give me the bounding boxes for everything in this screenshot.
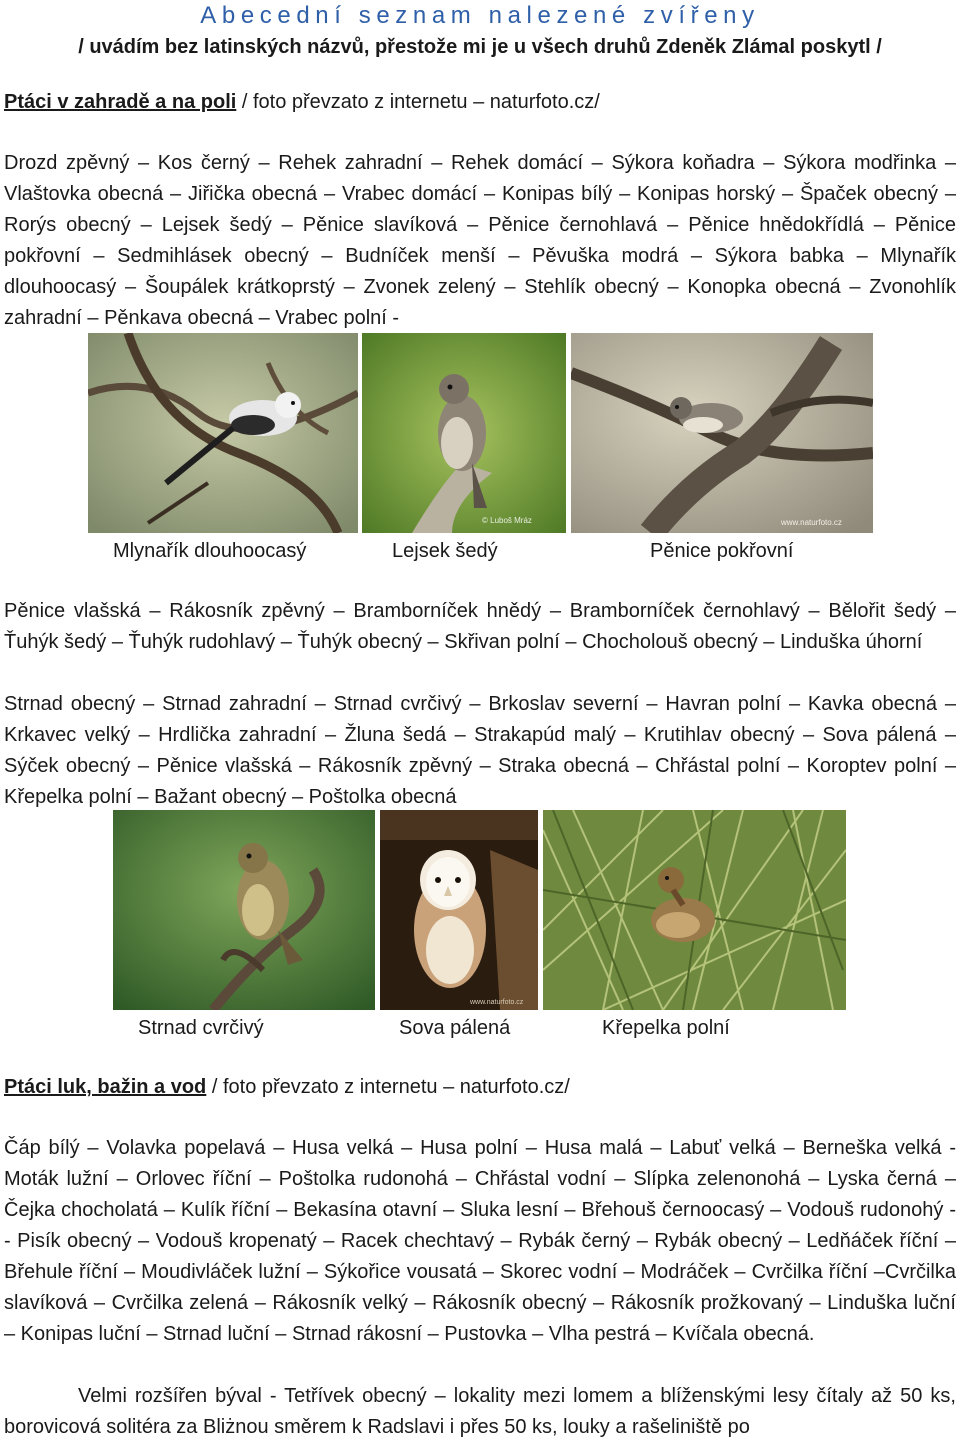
photo-watermark: www.naturfoto.cz	[781, 518, 842, 527]
caption-mlynarik: Mlynařík dlouhoocasý	[113, 540, 307, 562]
field-birds-list-2: Strnad obecný – Strnad zahradní – Strnad cvrčivý – Brkoslav severní – Havran polní – Kavka obecná – Krkavec velký – Hrdlička zahradní – Žluna šedá – Strakapúd malý – Krutihlav obecný – Sova pálená – Sýček obecný – Pěnice vlašská – Rákosník zpěvný – Straka obecná – Chřástal polní – Koroptev polní – Křepelka polní – Bažant obecný – Poštolka obecná	[4, 693, 956, 808]
section-heading-wetlands	[4, 1073, 570, 1101]
photo-watermark: © Luboš Mráz	[482, 516, 532, 525]
section-heading-wetlands-title: Ptáci luk, bažin a vod	[4, 1076, 207, 1098]
caption-penice: Pěnice pokřovní	[650, 540, 794, 562]
cirl-bunting-image	[113, 810, 375, 1010]
barn-owl-image	[380, 810, 538, 1010]
section-heading-garden	[4, 88, 600, 116]
photo-barn-owl	[380, 810, 538, 1010]
page-title: Abecední seznam nalezené zvířeny	[200, 2, 760, 29]
caption-lejsek: Lejsek šedý	[392, 540, 498, 562]
caption-krepelka: Křepelka polní	[602, 1017, 730, 1039]
section-heading-garden-source: / foto převzato z internetu – naturfoto.cz/	[236, 91, 600, 113]
black-grouse-paragraph: Velmi rozšířen býval - Tetřívek obecný – lokality mezi lomem a blíženskými lesy čítaly až 50 ks, borovicová solitéra za Bliżnou směrem k Radslavi i přes 50 ks, louky a rašeliniště po	[4, 1385, 956, 1438]
section-heading-wetlands-source: / foto převzato z internetu – naturfoto.cz/	[206, 1076, 570, 1098]
photo-long-tailed-tit	[88, 333, 358, 533]
section-heading-garden-title: Ptáci v zahradě a na poli	[4, 91, 237, 113]
long-tailed-tit-image	[88, 333, 358, 533]
wetland-birds-list: Čáp bílý – Volavka popelavá – Husa velká – Husa polní – Husa malá – Labuť velká – Berneška velká - Moták lužní – Orlovec říční – Poštolka rudonohá – Chřástal vodní – Slípka zelenonohá – Lyska černá – Čejka chocholatá – Kulík říční – Bekasína otavní – Sluka lesní – Břehouš černoocasý – Vodouš rudonohý - - Pisík obecný – Vodouš kropenatý – Racek chechtavý – Rybák černý – Rybák obecný – Ledňáček říční – Břehule říční – Moudivláček lužní – Sýkořice vousatá – Skorec vodní – Modráček – Cvrčilka říční –Cvrčilka slavíková – Cvrčilka zelená – Rákosník velký – Rákosník obecný – Rákosník prožkovaný – Linduška luční – Konipas luční – Strnad luční – Strnad rákosní – Pustovka – Vlha pestrá – Kvíčala obecná.	[4, 1137, 956, 1345]
caption-strnad: Strnad cvrčivý	[138, 1017, 264, 1039]
whitethroat-image	[571, 333, 873, 533]
photo-watermark: www.naturfoto.cz	[470, 999, 524, 1006]
spotted-flycatcher-image	[362, 333, 566, 533]
field-birds-list: Pěnice vlašská – Rákosník zpěvný – Bramborníček hnědý – Bramborníček černohlavý – Bělořit šedý – Ťuhýk šedý – Ťuhýk rudohlavý – Ťuhýk obecný – Skřivan polní – Chocholouš obecný – Linduška úhorní	[4, 600, 956, 653]
page-subtitle: / uvádím bez latinských názvů, přestože mi je u všech druhů Zdeněk Zlámal poskytl /	[78, 36, 882, 58]
quail-image	[543, 810, 846, 1010]
caption-sova: Sova pálená	[399, 1017, 511, 1039]
photo-whitethroat	[571, 333, 873, 533]
photo-quail	[543, 810, 846, 1010]
garden-birds-list: Drozd zpěvný – Kos černý – Rehek zahradní – Rehek domácí – Sýkora koňadra – Sýkora modřinka – Vlaštovka obecná – Jiřička obecná – Vrabec domácí – Konipas bílý – Konipas horský – Špaček obecný – Rorýs obecný – Lejsek šedý – Pěnice slavíková – Pěnice černohlavá – Pěnice hnědokřídlá – Pěnice pokřovní – Sedmihlásek obecný – Budníček menší – Pěvuška modrá – Sýkora babka – Mlynařík dlouhoocasý – Šoupálek krátkoprstý – Zvonek zelený – Stehlík obecný – Konopka obecná – Zvonohlík zahradní – Pěnkava obecná – Vrabec polní -	[4, 152, 956, 329]
photo-cirl-bunting	[113, 810, 375, 1010]
photo-spotted-flycatcher	[362, 333, 566, 533]
